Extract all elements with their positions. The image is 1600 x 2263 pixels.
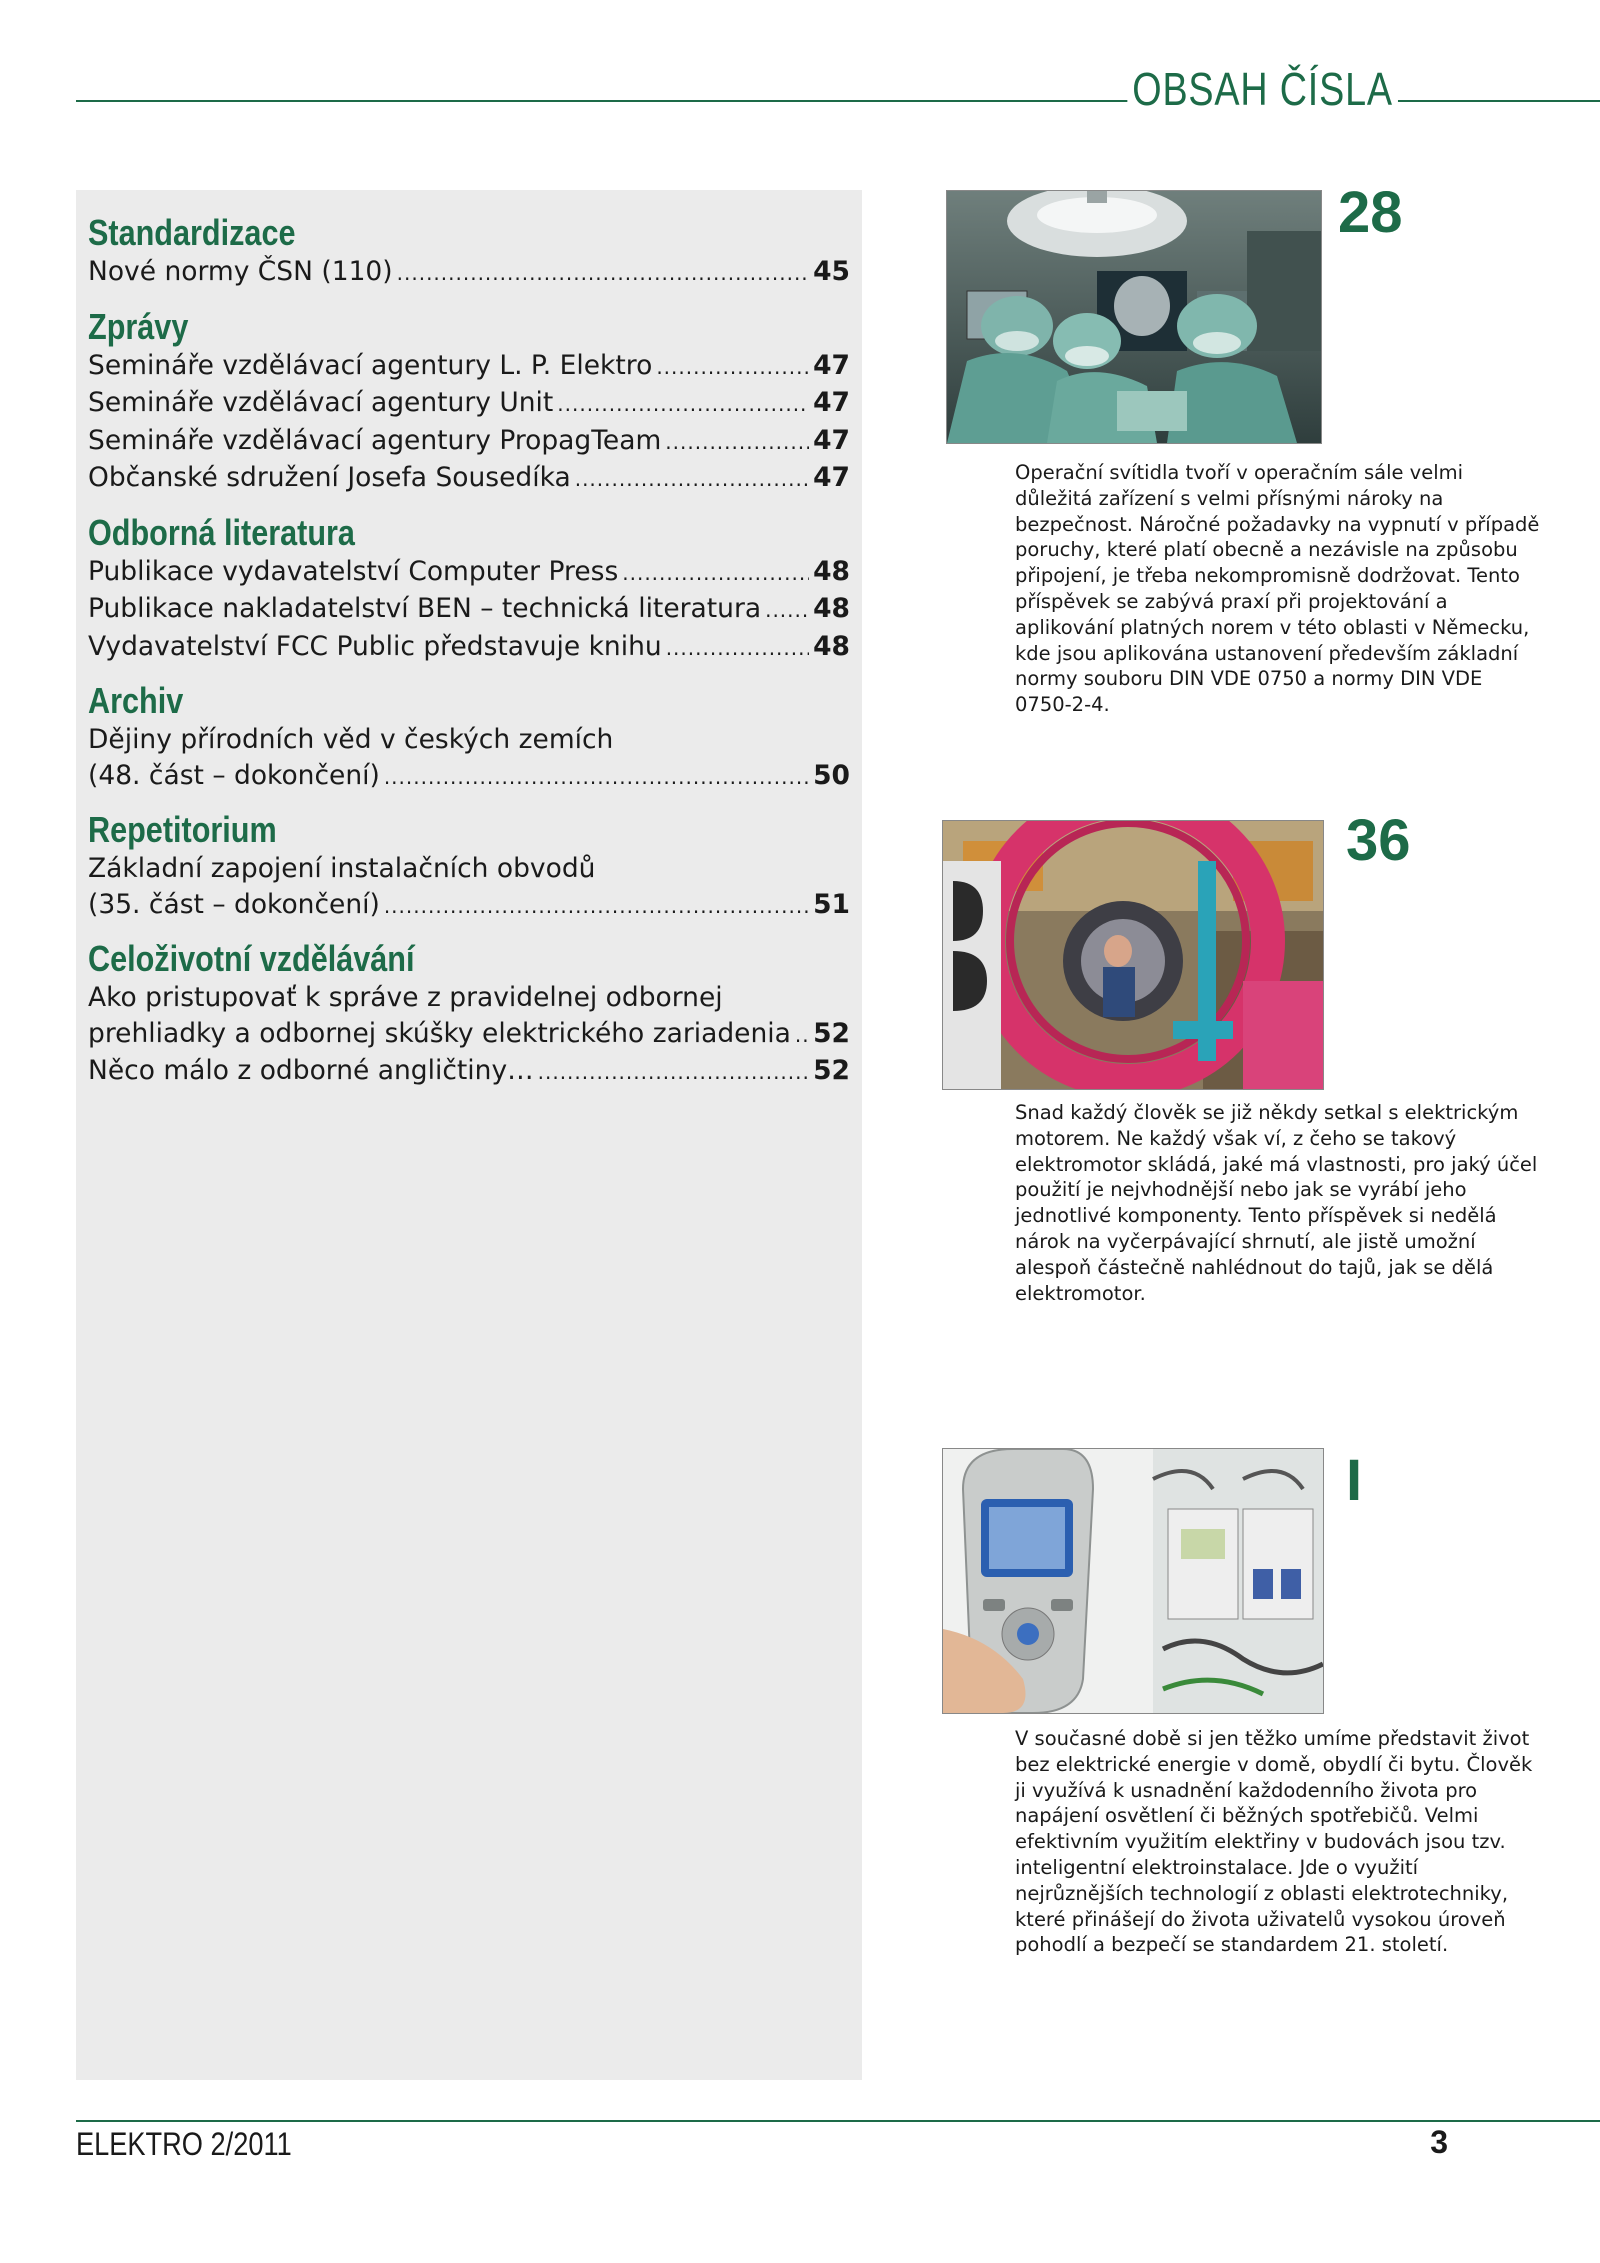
electric-motor-photo[interactable] [942,820,1324,1090]
toc-page-number: 45 [813,256,850,287]
toc-entry[interactable]: Základní zapojení instalačních obvodů (35. část – dokončení) ..... 51 [88,851,850,924]
toc-page-number: 50 [813,759,850,791]
toc-entry[interactable]: Občanské sdružení Josefa Sousedíka ..... 47 [88,460,850,498]
article-page-number: 36 [1346,808,1411,873]
toc-page-number: 48 [813,593,850,624]
toc-section-title: Odborná literatura [88,511,355,553]
operating-room-photo[interactable] [946,190,1322,444]
toc-entry[interactable]: Něco málo z odborné angličtiny… ..... 52 [88,1053,850,1091]
toc-section-repetitorium [88,809,850,924]
toc-page-number: 48 [813,555,850,587]
article-page-number: I [1346,1448,1363,1513]
article-page-number: 28 [1338,180,1403,245]
toc-entry[interactable]: Semináře vzdělávací agentury L. P. Elektro ..... 47 [88,348,850,386]
toc-page-number: 47 [813,424,850,456]
article-abstract: V současné době si jen těžko umíme představit život bez elektrické energie v domě, obydlí či bytu. Člověk ji využívá k usnadnění každodenního života pro napájení osvětlení či běžných spotřebičů. Velmi efektivním využitím elektřiny v budovách jsou tzv. inteligentní elektroinstalace. Jde o využití nejrůznějších technologií z oblasti elektrotechniky, které přinášejí do života uživatelů vysokou úroveň pohodlí a bezpečí se standardem 21. století. [1015,1727,1533,1957]
toc-entry[interactable]: Vydavatelství FCC Public představuje knihu ..... 48 [88,629,850,667]
table-of-contents [76,190,862,2080]
toc-section-archiv [88,680,850,795]
toc-section-title: Archiv [88,680,184,721]
toc-entry[interactable]: Semináře vzdělávací agentury Unit ..... 47 [88,385,850,423]
toc-section-title: Repetitorium [88,809,277,850]
toc-entry[interactable]: Ako pristupovať k správe z pravidelnej odbornej prehliadky a odbornej skúšky elektrického zariadenia ..... 52 [88,980,850,1053]
toc-section-title: Standardizace [88,212,296,253]
toc-section-title: Celoživotní vzdělávání [88,938,415,979]
smart-home-remote-photo[interactable] [942,1448,1324,1714]
toc-entry[interactable]: Publikace nakladatelství BEN – technická literatura ..... 48 [88,591,850,629]
toc-page-number: 51 [813,888,850,920]
article-abstract: Operační svítidla tvoří v operačním sále velmi důležitá zařízení s velmi přísnými nároky na bezpečnost. Náročné požadavky na vypnutí v případě poruchy, které platí obecně a nezávisle na způsobu připojení, je třeba nekompromisně dodržovat. Tento příspěvek se zabývá praxí při projektování a aplikování platných norem v této oblasti v Německu, kde jsou aplikována ustanovení především základní normy souboru DIN VDE 0750 a normy DIN VDE 0750-2-4. [1015,461,1540,717]
toc-page-number: 47 [813,462,850,493]
page-number: 3 [1430,2124,1448,2160]
article-abstract: Snad každý člověk se již někdy setkal s elektrickým motorem. Ne každý však ví, z čeho se takový elektromotor skládá, jaké má vlastnosti, pro jaký účel použití je nejvhodnější nebo jak se vyrábí jeho jednotlivé komponenty. Tento příspěvek si nedělá nárok na vyčerpávající shrnutí, ale jistě umožní alespoň částečně nahlédnout do tajů, jak se dělá elektromotor. [1015,1101,1538,1305]
page-section-title: OBSAH ČÍSLA [1128,62,1398,116]
toc-section-standardizace [88,212,850,292]
toc-page-number: 47 [813,387,850,418]
toc-entry[interactable]: Dějiny přírodních věd v českých zemích (48. část – dokončení) ..... 50 [88,722,850,795]
footer-rule [76,2120,1600,2122]
toc-entry[interactable]: Semináře vzdělávací agentury PropagTeam ..... 47 [88,423,850,461]
toc-page-number: 47 [813,349,850,381]
toc-section-odborna-literatura [88,512,850,667]
toc-page-number: 52 [813,1017,850,1049]
toc-entry[interactable]: Nové normy ČSN (110) ..... 45 [88,254,850,292]
toc-page-number: 52 [813,1055,850,1086]
toc-section-celozivotni-vzdelavani [88,938,850,1091]
toc-entry[interactable]: Publikace vydavatelství Computer Press ..... 48 [88,554,850,592]
magazine-issue: ELEKTRO 2/2011 [76,2126,292,2162]
toc-page-number: 48 [813,630,850,662]
toc-section-title: Zprávy [88,305,189,347]
toc-section-zpravy [88,306,850,498]
